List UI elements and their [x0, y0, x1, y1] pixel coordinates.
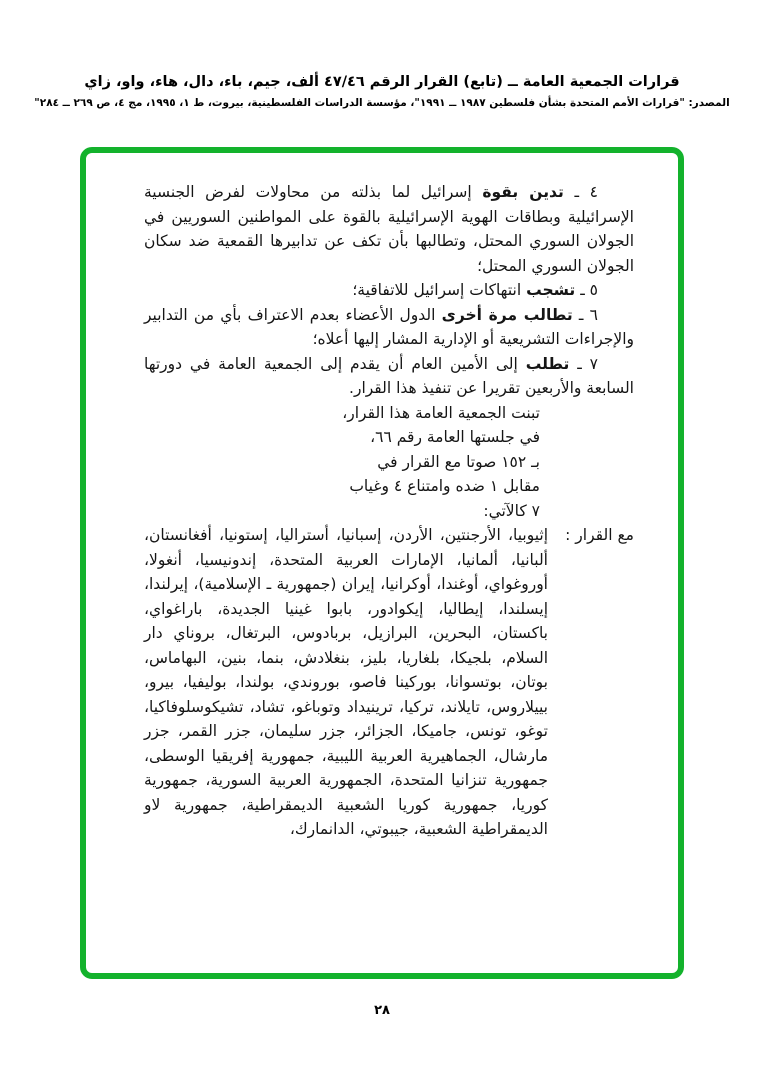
adoption-statement	[320, 401, 540, 524]
paragraph-number: ٥	[589, 281, 598, 299]
operative-paragraph-4	[144, 180, 634, 278]
adoption-line: في جلستها العامة رقم ٦٦،	[370, 428, 540, 446]
paragraph-separator: ـ	[577, 354, 582, 373]
paragraph-separator: ـ	[578, 305, 584, 324]
operative-paragraph-6	[144, 303, 634, 352]
page-number: ٢٨	[374, 1003, 390, 1018]
paragraph-text: الدول الأعضاء بعدم الاعتراف بأي من التدابير والإجراءات التشريعية أو الإدارية المشار إليها أعلاه؛	[144, 305, 634, 348]
paragraph-lead: تشجب	[526, 281, 576, 299]
paragraph-text: إلى الأمين العام أن يقدم إلى الجمعية العامة في دورتها السابعة والأربعين تقريرا عن تنفيذ هذا القرار.	[144, 354, 634, 397]
operative-paragraph-5	[144, 278, 634, 303]
vote-label-colon: :	[565, 526, 571, 544]
vote-countries-list: إثيوبيا، الأرجنتين، الأردن، إسبانيا، أستراليا، إستونيا، أفغانستان، ألبانيا، ألمانيا، الإمارات العربية المتحدة، إندونيسيا، أنغولا، أوروغواي، أوغندا، أوكرانيا، إيران (جمهورية ـ الإسلامية)، إيرلندا، إيسلندا، إيطاليا، إيكوادور، بابوا غينيا الجديدة، باراغواي، باكستان، البحرين، البرازيل، بربادوس، البرتغال، بروناي دار السلام، بلجيكا، بلغاريا، بليز، بنغلادش، بنما، بنين، البهاماس، بوتان، بوتسوانا، بوركينا فاصو، بوروندي، بولندا، بوليفيا، بيرو، بييلاروس، تايلاند، تركيا، ترينيداد وتوباغو، تشاد، تشيكوسلوفاكيا، توغو، تونس، جاميكا، الجزائر، جزر سليمان، جزر القمر، جزر مارشال، الجماهيرية العربية الليبية، جمهورية إفريقيا الوسطى، جمهورية تنزانيا المتحدة، الجمهورية العربية السورية، جمهورية كوريا، جمهورية كوريا الشعبية الديمقراطية، جمهورية لاو الديمقراطية الشعبية، جيبوتي، الدانمارك،	[144, 526, 548, 838]
paragraph-lead: تطالب مرة أخرى	[441, 305, 573, 324]
resolution-text-box	[80, 147, 684, 979]
paragraph-separator: ـ	[580, 281, 585, 299]
operative-paragraph-7	[144, 352, 634, 401]
paragraph-number: ٤	[589, 183, 598, 201]
paragraph-lead: تطلب	[525, 354, 570, 373]
adoption-line: ٧ كالآتي:	[483, 501, 540, 520]
vote-label	[548, 523, 634, 548]
source-citation: المصدر: "قرارات الأمم المتحدة بشأن فلسطين ١٩٨٧ ــ ١٩٩١"، مؤسسة الدراسات الفلسطينية، بيروت، ط ١، ١٩٩٥، مج ٤، ص ٢٦٩ ــ ٢٨٤"	[34, 97, 730, 109]
paragraph-text: إسرائيل لما بذلته من محاولات لفرض الجنسية الإسرائيلية وبطاقات الهوية الإسرائيلية بالقوة على المواطنين السوريين في الجولان السوري المحتل، وتطالبها بأن تكف عن تدابيرها القمعية ضد سكان الجولان السوري المحتل؛	[144, 183, 634, 275]
paragraph-lead: تدين بقوة	[482, 183, 564, 201]
page-header	[0, 74, 764, 109]
resolution-body	[144, 180, 634, 842]
paragraph-number: ٧	[589, 354, 598, 373]
paragraph-separator: ـ	[574, 183, 580, 201]
adoption-line: تبنت الجمعية العامة هذا القرار،	[342, 403, 540, 422]
paragraph-text: انتهاكات إسرائيل للاتفاقية؛	[352, 281, 522, 299]
vote-in-favour-block	[144, 523, 634, 842]
vote-label-text: مع القرار	[575, 526, 634, 544]
paragraph-number: ٦	[589, 305, 598, 324]
adoption-line: بـ ١٥٢ صوتا مع القرار في	[377, 452, 540, 471]
document-title: قرارات الجمعية العامة ــ (تابع) القرار الرقم ٤٧/٤٦ ألف، جيم، باء، دال، هاء، واو، زاي	[84, 74, 680, 90]
adoption-line: مقابل ١ ضده وامتناع ٤ وغياب	[349, 477, 540, 495]
